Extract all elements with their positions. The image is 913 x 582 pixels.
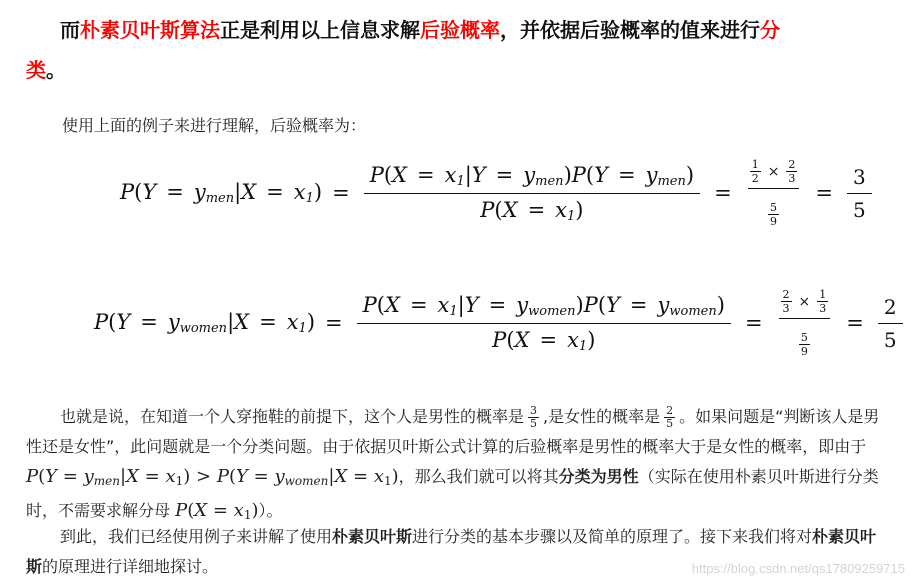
intro-text: 。 <box>46 58 66 82</box>
result-fraction: $\frac{3}{5}$ <box>847 165 872 222</box>
result-fraction: $\frac{2}{5}$ <box>878 295 903 352</box>
bayes-fraction: $\frac{P(X = x_1|Y = y_{men})P(Y = y_{men})}{P(X = x_1)}$ <box>364 163 700 224</box>
watermark: https://blog.csdn.net/qs17809259715 <box>691 561 905 576</box>
equals-sign: = <box>744 311 763 335</box>
explanation-paragraph: 也就是说，在知道一个人穿拖鞋的前提下，这个人是男性的概率是 $\frac{3}{5}$ ,是女性的概率是 $\frac{2}{5}$ 。如果问题是“判断该人是男性还是女性”，此问题就是一个分类问题。由于依据贝叶斯公式计算的后验概率是男性的概率大于是女性的概率，即由于 $P(Y = y_{men}|X = x_1) > P(Y = y_{women}|X = x_1)$，那么我们就可以将其分类为男性（实际在使用朴素贝叶斯进行分类时，不需要求解分母 $P(X = x_1)$）。 <box>26 404 880 522</box>
fraction-b: $\frac{1}{3}$ <box>819 288 827 315</box>
equation-lhs: $P(Y = y_{men}|X = x_1)$ <box>120 180 323 206</box>
inline-fraction-male: $\frac{3}{5}$ <box>530 404 538 430</box>
inline-fraction-female: $\frac{2}{5}$ <box>666 404 674 430</box>
lead-text: 使用上面的例子来进行理解，后验概率为： <box>62 116 367 135</box>
equals-sign: = <box>332 181 350 205</box>
bold-classify-male: 分类为男性 <box>558 467 639 486</box>
numeric-fraction: $\frac{2}{3}$ × $\frac{1}{3}$ $\frac{5}{9}$ <box>779 288 831 358</box>
equation-women <box>94 288 907 358</box>
bold-naive-bayes: 朴素贝叶斯 <box>26 527 877 576</box>
fraction-a: $\frac{2}{3}$ <box>782 288 790 315</box>
bold-naive-bayes: 朴素贝叶斯 <box>332 527 413 546</box>
highlight-classify: 分 <box>760 18 780 42</box>
fraction-b: $\frac{2}{3}$ <box>788 158 796 185</box>
intro-paragraph <box>26 10 886 90</box>
equation-lhs: $P(Y = y_{women}|X = x_1)$ <box>94 310 316 336</box>
conclusion-paragraph: 到此，我们已经使用例子来讲解了使用朴素贝叶斯进行分类的基本步骤以及简单的原理了。接下来我们将对朴素贝叶斯的原理进行详细地探讨。 <box>26 527 877 576</box>
equals-sign: = <box>846 311 864 335</box>
intro-text: ，并依据后验概率的值来进行 <box>500 18 760 42</box>
intro-text: 而 <box>60 18 80 42</box>
numeric-fraction: $\frac{1}{2}$ × $\frac{2}{3}$ $\frac{5}{9}$ <box>748 158 800 228</box>
equals-sign: = <box>714 181 732 205</box>
equals-sign: = <box>815 181 834 205</box>
fraction-c: $\frac{5}{9}$ <box>800 331 808 358</box>
inline-denominator: $P(X = x_1)$ <box>175 500 259 522</box>
equals-sign: = <box>325 311 343 335</box>
fraction-c: $\frac{5}{9}$ <box>770 201 778 228</box>
highlight-posterior: 后验概率 <box>420 18 500 42</box>
highlight-classify: 类 <box>26 58 46 82</box>
inline-inequality: $P(Y = y_{men}|X = x_1) > P(Y = y_{women}|X = x_1)$ <box>26 466 399 488</box>
highlight-naive-bayes: 朴素贝叶斯算法 <box>80 18 220 42</box>
bayes-fraction: $\frac{P(X = x_1|Y = y_{women})P(Y = y_{women})}{P(X = x_1)}$ <box>357 293 731 354</box>
intro-text: 正是利用以上信息求解 <box>220 18 420 42</box>
equation-men <box>120 158 876 228</box>
fraction-a: $\frac{1}{2}$ <box>751 158 759 185</box>
